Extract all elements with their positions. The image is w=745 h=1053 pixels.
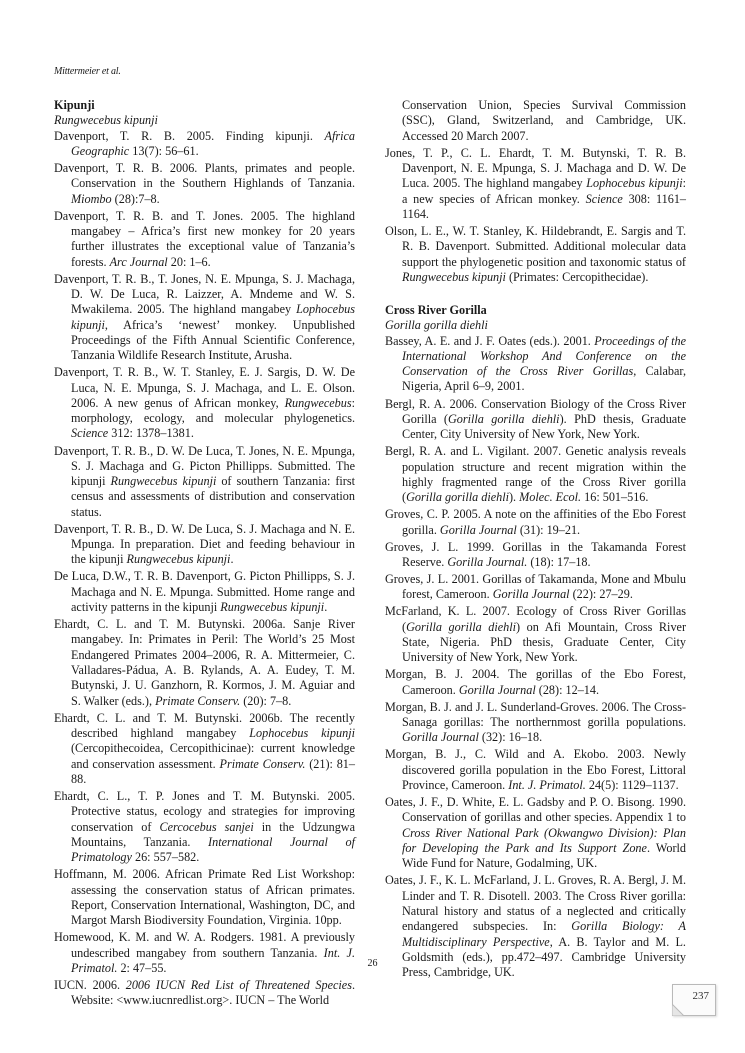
running-head: Mittermeier et al. <box>54 66 121 77</box>
text-run: Davenport, T. R. B., T. Jones, N. E. Mpunga, S. J. Machaga, D. W. De Luca, R. Laizzer, A. Mndeme and W. S. Mwakilema. 2005. The highland mangabey <box>54 271 355 317</box>
italic-text: Gorilla gorilla diehli <box>406 490 509 505</box>
text-run: Jones, T. P., C. L. Ehardt, T. M. Butynski, T. R. B. Davenport, N. E. Mpunga, S. J. Machaga and D. W. De Luca. 2005. The highland mangabey <box>385 145 686 191</box>
text-run: 24(5): 1129–1137. <box>585 778 679 793</box>
section-gap <box>385 287 686 303</box>
italic-text: Gorilla Journal <box>492 587 570 602</box>
text-run: (28): 12–14. <box>535 682 600 697</box>
text-run: Morgan, B. J. 2004. The gorillas of the Ebo Forest, Cameroon. <box>385 667 686 697</box>
text-run: Homewood, K. M. and W. A. Rodgers. 1981. A previously undescribed mangabey from southern Tanzania. <box>54 930 355 960</box>
text-run: Bergl, R. A. and L. Vigilant. 2007. Genetic analysis reveals population structure and recent migration within the highly fragmented range of the Cross River gorilla ( <box>385 444 686 505</box>
reference-entry <box>54 867 355 928</box>
text-run: : morphology, ecology, and molecular phylogenetics. <box>71 395 355 426</box>
text-run: , Calabar, Nigeria, April 6–9, 2001. <box>402 364 686 394</box>
page-tab <box>672 984 716 1016</box>
italic-text: Primate Conserv. <box>219 756 306 771</box>
text-run: 2: 47–55. <box>117 960 167 975</box>
text-run: of southern Tanzania: first census and assessments of distribution and conservation status. <box>71 474 355 519</box>
reference-entry <box>54 789 355 865</box>
reference-entry <box>54 444 355 520</box>
italic-text: Science <box>71 426 109 441</box>
reference-entry <box>54 161 355 207</box>
reference-entry <box>54 365 355 441</box>
text-run: 308: 1161–1164. <box>402 191 687 221</box>
text-run: Bassey, A. E. and J. F. Oates (eds.). 2001. <box>385 333 595 348</box>
italic-text: Cross River National Park (Okwangwo Division): Plan for Developing the Park and Its Support Zone <box>402 825 686 856</box>
text-run: 26: 557–582. <box>131 850 200 865</box>
text-run: Groves, J. L. 1999. Gorillas in the Takamanda Forest Reserve. <box>385 539 686 569</box>
text-run: Bergl, R. A. 2006. Conservation Biology of the Cross River Gorilla ( <box>385 396 686 426</box>
text-run: (18): 17–18. <box>527 554 591 569</box>
reference-entry <box>385 224 686 285</box>
text-run: Groves, J. L. 2001. Gorillas of Takamanda, Mone and Mbulu forest, Cameroon. <box>385 571 686 602</box>
page-curl-icon <box>672 1004 684 1016</box>
italic-text: Rungwecebus kipunji <box>220 600 325 615</box>
italic-text: Africa Geographic <box>71 128 355 158</box>
text-run: (32): 16–18. <box>478 730 543 745</box>
reference-entry <box>385 795 686 871</box>
text-run: . Website: <www.iucnredlist.org>. IUCN – The World <box>71 977 355 1008</box>
text-run: Oates, J. F., D. White, E. L. Gadsby and P. O. Bisong. 1990. Conservation of gorillas and other species. Appendix 1 to <box>385 795 686 825</box>
text-run: (22): 27–29. <box>569 587 633 602</box>
page-number: 26 <box>367 958 378 969</box>
text-run: ). PhD thesis, Graduate Center, City University of New York, New York. <box>402 411 686 442</box>
text-run: (Cercopithecoidea, Cercopithicinae): current knowledge and conservation assessment. <box>71 741 355 771</box>
text-run: Davenport, T. R. B. and T. Jones. 2005. The highland mangabey – Africa’s first new monkey for 20 years further illustrates the exceptional value of Tanzania’s forests. <box>54 208 355 269</box>
reference-entry <box>385 540 686 571</box>
text-run: 20: 1–6. <box>167 254 211 269</box>
text-run: Morgan, B. J. and J. L. Sunderland-Groves. 2006. The Cross-Sanaga gorillas: The northernmost gorilla populations. <box>385 699 686 730</box>
section-title: Cross River Gorilla <box>385 302 487 317</box>
text-run: Oates, J. F., K. L. McFarland, J. L. Groves, R. A. Bergl, J. M. Linder and T. R. Disotell. 2003. The Cross River gorilla: Natural history and status of a neglected and critically endangered subspecies. In: <box>385 873 686 934</box>
reference-entry <box>54 978 355 1009</box>
text-run: : a new species of African monkey. <box>402 176 686 206</box>
italic-text: Int. J. Primatol. <box>71 945 355 975</box>
italic-text: Rungwecebus kipunji <box>110 474 217 489</box>
reference-entry <box>385 667 686 698</box>
italic-text: Proceedings of the International Workshop And Conference on the Conservation of the Cross River Gorillas <box>402 333 686 379</box>
italic-text: Primate Conserv. <box>155 693 241 708</box>
italic-text: Cercocebus sanjei <box>159 819 254 834</box>
text-run: McFarland, K. L. 2007. Ecology of Cross River Gorillas ( <box>385 604 686 634</box>
reference-entry <box>54 209 355 270</box>
reference-entry <box>385 146 686 222</box>
reference-entry <box>54 569 355 615</box>
italic-text: Lophocebus kipunji <box>586 176 683 191</box>
text-run: Davenport, T. R. B., W. T. Stanley, E. J. Sargis, D. W. De Luca, N. E. Mpunga, S. J. Machaga, and L. E. Olson. 2006. A new genus of African monkey, <box>54 365 355 410</box>
section-subtitle: Gorilla gorilla diehli <box>385 318 488 333</box>
italic-text: Int. J. Primatol. <box>508 778 586 793</box>
text-run: . World Wide Fund for Nature, Godalming, UK. <box>402 841 686 871</box>
italic-text: Rungwecebus <box>284 395 352 410</box>
reference-entry <box>54 272 355 364</box>
text-run: Olson, L. E., W. T. Stanley, K. Hildebrandt, E. Sargis and T. R. B. Davenport. Submitted. Additional molecular data support the phylogenetic position and taxonomic status of <box>385 223 686 269</box>
italic-text: International Journal of Primatology <box>71 834 355 865</box>
reference-entry <box>385 572 686 603</box>
reference-entry <box>385 444 686 505</box>
text-run: . <box>230 552 234 567</box>
text-run: Conservation Union, Species Survival Commission (SSC), Gland, Switzerland, and Cambridge, UK. Accessed 20 March 2007. <box>402 98 686 143</box>
italic-text: Science <box>585 191 623 206</box>
text-run: Ehardt, C. L., T. P. Jones and T. M. Butynski. 2005. Protective status, ecology and strategies for improving conservation of <box>54 789 355 834</box>
text-run: (20): 7–8. <box>240 693 292 708</box>
reference-entry <box>54 129 355 160</box>
reference-entry <box>54 930 355 976</box>
text-run: (21): 81–88. <box>71 756 355 786</box>
italic-text: Molec. Ecol. <box>519 490 582 505</box>
text-run: ) on Afi Mountain, Cross River State, Nigeria. PhD thesis, Graduate Center, City University of New York, New York. <box>402 619 687 665</box>
reference-continuation <box>385 98 686 144</box>
text-run: (31): 19–21. <box>516 522 581 537</box>
text-run: ). <box>508 490 520 505</box>
reference-entry <box>385 397 686 443</box>
text-run: 312: 1378–1381. <box>108 426 194 441</box>
text-run: De Luca, D.W., T. R. B. Davenport, G. Picton Phillipps, S. J. Machaga and N. E. Mpunga. Submitted. Home range and activity patterns in the kipunji <box>54 569 355 615</box>
text-run: Hoffmann, M. 2006. African Primate Red List Workshop: assessing the conservation status of African primates. Report, Conservation International, Washington, DC, and Margot Marsh Biodiversity Foundation, Virginia. 10pp. <box>54 867 355 928</box>
italic-text: Rungwecebus kipunji <box>402 269 506 284</box>
reference-entry <box>385 700 686 746</box>
tab-page-number: 237 <box>692 990 709 1002</box>
reference-entry <box>54 522 355 568</box>
text-run: Davenport, T. R. B. 2005. Finding kipunji. <box>54 128 325 143</box>
text-run: Davenport, T. R. B., D. W. De Luca, S. J. Machaga and N. E. Mpunga. In preparation. Diet and feeding behaviour in the kipunji <box>54 521 355 567</box>
italic-text: Arc Journal <box>109 254 168 269</box>
italic-text: Gorilla Journal <box>439 522 517 537</box>
italic-text: Lophocebus kipunji <box>249 726 355 741</box>
text-run: Groves, C. P. 2005. A note on the affinities of the Ebo Forest gorilla. <box>385 507 686 537</box>
text-run: Ehardt, C. L. and T. M. Butynski. 2006a. Sanje River mangabey. In: Primates in Peril: The World’s 25 Most Endangered Primates 2004–2006, R. A. Mittermeier, C. Valladares-Pádua, A. B. Rylands, A. A. Eudey, T. M. Butynski, J. U. Ganzhorn, R. Kormos, J. M. Aguiar and S. Walker (eds.), <box>54 617 355 708</box>
text-run: Davenport, T. R. B. 2006. Plants, primates and people. Conservation in the Southern Highlands of Tanzania. <box>54 160 355 191</box>
italic-text: Gorilla Biology: A Multidisciplinary Perspective <box>402 919 686 949</box>
text-run: . <box>324 600 328 615</box>
text-run: , Africa’s ‘newest’ monkey. Unpublished Proceedings of the Fifth Annual Scientific Conference, Tanzania Wildlife Research Institute, Arusha. <box>71 317 355 363</box>
italic-text: 2006 IUCN Red List of Threatened Species <box>125 977 352 992</box>
italic-text: Gorilla gorilla diehli <box>447 411 560 426</box>
text-run: Davenport, T. R. B., D. W. De Luca, T. Jones, N. E. Mpunga, S. J. Machaga and G. Picton Phillipps. Submitted. The kipunji <box>54 443 355 489</box>
text-run: (Primates: Cercopithecidae). <box>505 269 649 284</box>
text-run: Morgan, B. J., C. Wild and A. Ekobo. 2003. Newly discovered gorilla population in the Ebo Forest, Littoral Province, Cameroon. <box>385 747 686 793</box>
italic-text: Gorilla Journal <box>402 730 479 745</box>
text-run: IUCN. 2006. <box>54 977 126 992</box>
italic-text: Lophocebus kipunji <box>71 302 355 332</box>
text-run: (28):7–8. <box>111 191 160 206</box>
italic-text: Miombo <box>71 191 112 206</box>
reference-entry <box>385 334 686 395</box>
left-column <box>54 98 355 1010</box>
reference-entry <box>54 711 355 787</box>
italic-text: Gorilla Journal. <box>447 554 528 569</box>
text-run: Ehardt, C. L. and T. M. Butynski. 2006b. The recently described highland mangabey <box>54 710 355 741</box>
reference-entry <box>385 507 686 538</box>
italic-text: Gorilla gorilla diehli <box>406 619 517 634</box>
text-run: 13(7): 56–61. <box>129 143 199 158</box>
italic-text: Rungwecebus kipunji <box>126 552 231 567</box>
reference-entry <box>54 617 355 709</box>
text-run: , A. B. Taylor and M. L. Goldsmith (eds.), pp.472–497. Cambridge University Press, Cambridge, UK. <box>402 934 686 980</box>
reference-entry <box>385 604 686 665</box>
right-column <box>385 98 686 982</box>
reference-entry <box>385 747 686 793</box>
text-run: in the Udzungwa Mountains, Tanzania. <box>71 819 355 849</box>
section-title: Kipunji <box>54 98 95 112</box>
section-subtitle: Rungwecebus kipunji <box>54 113 158 128</box>
text-run: 16: 501–516. <box>581 490 649 505</box>
italic-text: Gorilla Journal <box>458 682 536 697</box>
